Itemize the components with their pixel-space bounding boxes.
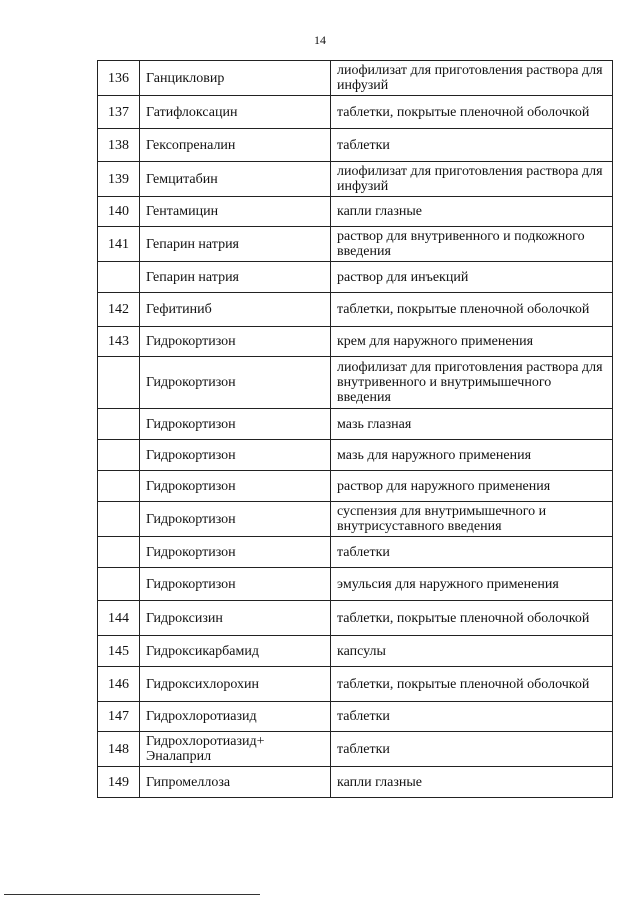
- row-number: [98, 262, 140, 293]
- table-row: [98, 440, 613, 471]
- table-row: [98, 409, 613, 440]
- dosage-form: лиофилизат для приготовления раствора для инфузий: [331, 61, 613, 96]
- table-row: [98, 667, 613, 702]
- table-row: [98, 293, 613, 327]
- drug-name: Гефитиниб: [140, 293, 331, 327]
- row-number: [98, 471, 140, 502]
- row-number: [98, 409, 140, 440]
- dosage-form: раствор для наружного применения: [331, 471, 613, 502]
- drug-name: Ганцикловир: [140, 61, 331, 96]
- dosage-form: раствор для внутривенного и подкожного введения: [331, 227, 613, 262]
- drug-name: Гидрокортизон: [140, 471, 331, 502]
- row-number: [98, 568, 140, 601]
- drug-name: Гатифлоксацин: [140, 96, 331, 129]
- table-row: [98, 61, 613, 96]
- drug-name: Гентамицин: [140, 197, 331, 227]
- drug-name: Гидрокортизон: [140, 502, 331, 537]
- table-row: [98, 767, 613, 798]
- drug-name: Гидроксизин: [140, 601, 331, 636]
- table-body: [98, 61, 613, 798]
- dosage-form: таблетки, покрытые пленочной оболочкой: [331, 667, 613, 702]
- table-row: [98, 327, 613, 357]
- row-number: [98, 502, 140, 537]
- drug-name: Гидрокортизон: [140, 537, 331, 568]
- row-number: 136: [98, 61, 140, 96]
- row-number: [98, 537, 140, 568]
- dosage-form: лиофилизат для приготовления раствора для внутривенного и внутримышечного введения: [331, 357, 613, 409]
- table-row: [98, 262, 613, 293]
- table-row: [98, 732, 613, 767]
- dosage-form: мазь для наружного применения: [331, 440, 613, 471]
- row-number: [98, 440, 140, 471]
- dosage-form: таблетки: [331, 537, 613, 568]
- drug-name: Гидрохлоротиазид+ Эналаприл: [140, 732, 331, 767]
- dosage-form: таблетки, покрытые пленочной оболочкой: [331, 96, 613, 129]
- table-row: [98, 129, 613, 162]
- row-number: 137: [98, 96, 140, 129]
- row-number: 142: [98, 293, 140, 327]
- dosage-form: капсулы: [331, 636, 613, 667]
- drug-name: Гемцитабин: [140, 162, 331, 197]
- table-row: [98, 702, 613, 732]
- dosage-form: таблетки, покрытые пленочной оболочкой: [331, 601, 613, 636]
- dosage-form: таблетки, покрытые пленочной оболочкой: [331, 293, 613, 327]
- table-row: [98, 162, 613, 197]
- table-row: [98, 471, 613, 502]
- dosage-form: суспензия для внутримышечного и внутрисуставного введения: [331, 502, 613, 537]
- table-row: [98, 601, 613, 636]
- page-number: 14: [314, 33, 326, 47]
- row-number: [98, 357, 140, 409]
- drug-name: Гидрокортизон: [140, 440, 331, 471]
- dosage-form: раствор для инъекций: [331, 262, 613, 293]
- drug-name: Гидрохлоротиазид: [140, 702, 331, 732]
- row-number: 149: [98, 767, 140, 798]
- drug-name: Гипромеллоза: [140, 767, 331, 798]
- dosage-form: капли глазные: [331, 767, 613, 798]
- dosage-form: крем для наружного применения: [331, 327, 613, 357]
- row-number: 144: [98, 601, 140, 636]
- dosage-form: капли глазные: [331, 197, 613, 227]
- table-row: [98, 636, 613, 667]
- drug-name: Гидрокортизон: [140, 409, 331, 440]
- bottom-rule: [4, 894, 260, 895]
- drug-table: [97, 60, 613, 798]
- drug-name: Гексопреналин: [140, 129, 331, 162]
- table-row: [98, 96, 613, 129]
- row-number: 140: [98, 197, 140, 227]
- row-number: 147: [98, 702, 140, 732]
- row-number: 143: [98, 327, 140, 357]
- drug-name: Гидроксикарбамид: [140, 636, 331, 667]
- row-number: 148: [98, 732, 140, 767]
- table-row: [98, 568, 613, 601]
- drug-name: Гидроксихлорохин: [140, 667, 331, 702]
- dosage-form: таблетки: [331, 129, 613, 162]
- dosage-form: таблетки: [331, 732, 613, 767]
- drug-name: Гидрокортизон: [140, 357, 331, 409]
- dosage-form: таблетки: [331, 702, 613, 732]
- drug-name: Гепарин натрия: [140, 262, 331, 293]
- row-number: 139: [98, 162, 140, 197]
- drug-name: Гидрокортизон: [140, 327, 331, 357]
- table-row: [98, 227, 613, 262]
- row-number: 146: [98, 667, 140, 702]
- row-number: 145: [98, 636, 140, 667]
- table-row: [98, 357, 613, 409]
- drug-name: Гидрокортизон: [140, 568, 331, 601]
- table-row: [98, 502, 613, 537]
- table-row: [98, 197, 613, 227]
- row-number: 141: [98, 227, 140, 262]
- dosage-form: лиофилизат для приготовления раствора для инфузий: [331, 162, 613, 197]
- table-row: [98, 537, 613, 568]
- drug-name: Гепарин натрия: [140, 227, 331, 262]
- row-number: 138: [98, 129, 140, 162]
- dosage-form: эмульсия для наружного применения: [331, 568, 613, 601]
- dosage-form: мазь глазная: [331, 409, 613, 440]
